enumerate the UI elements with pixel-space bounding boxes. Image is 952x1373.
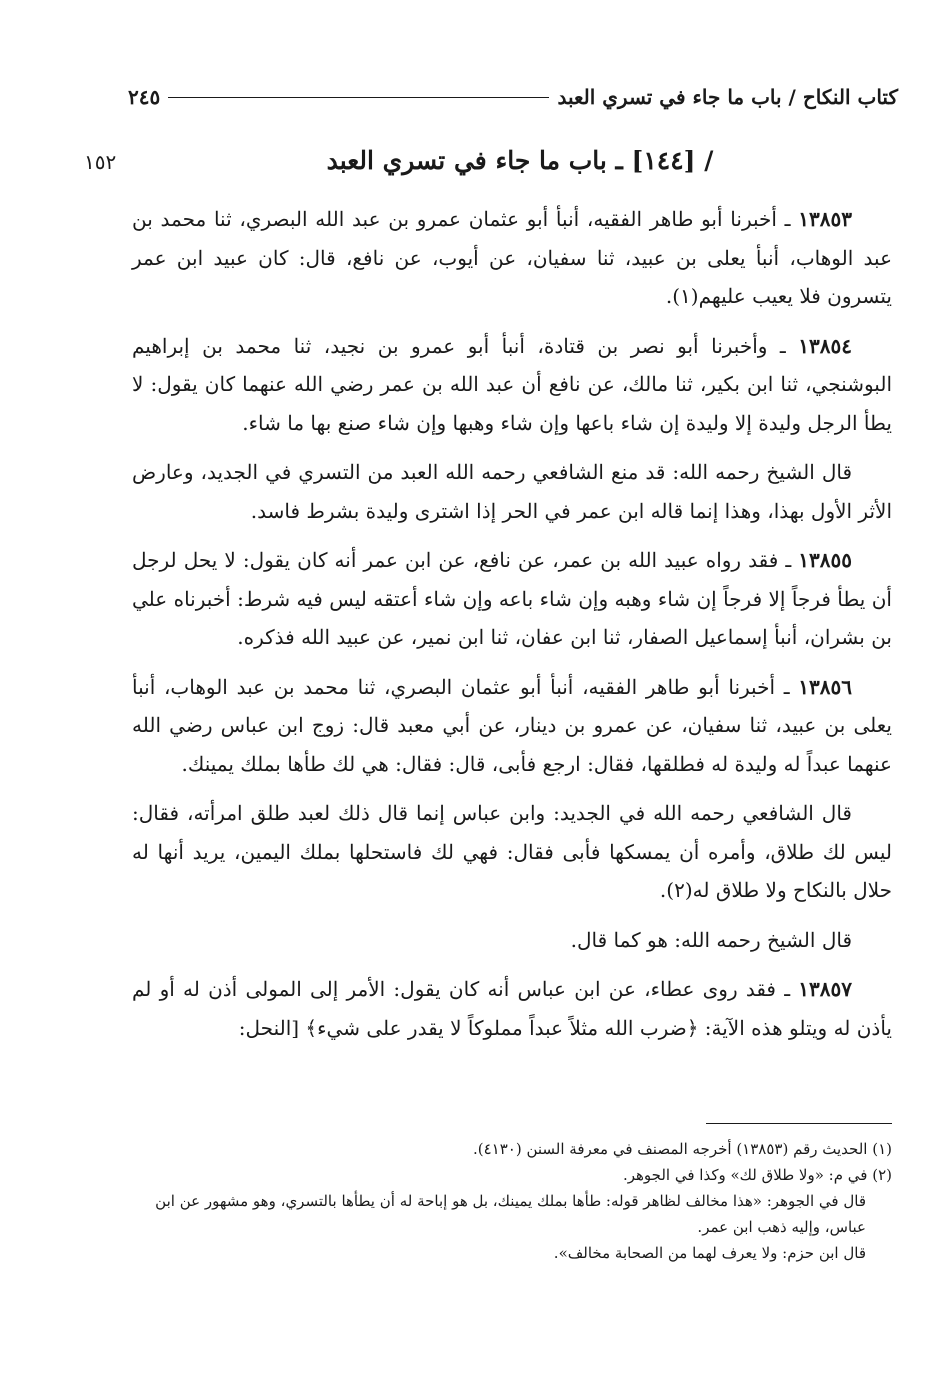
paragraph-text: قال الشيخ رحمه الله: هو كما قال. (570, 927, 852, 952)
footnote-1: (١) الحديث رقم (١٣٨٥٣) أخرجه المصنف في معرفة السنن (٤١٣٠). (473, 1140, 892, 1158)
paragraph-text: ـ وأخبرنا أبو نصر بن قتادة، أنبأ أبو عمرو بن نجيد، ثنا محمد بن إبراهيم البوشنجي، ثنا ابن بكير، ثنا مالك، عن نافع أن عبد الله بن عمر رضي الله عنهما كان يقول: لا يطأ الرجل وليدة إلا وليدة إن شاء باعها وإن شاء وهبها وإن شاء صنع بها ما شاء. (132, 333, 892, 435)
footnotes (132, 1136, 892, 1266)
paragraph-13856 (132, 668, 892, 784)
paragraph-13855 (132, 541, 892, 657)
hadith-number: ١٣٨٥٧ (798, 977, 852, 1001)
hadith-number: ١٣٨٥٥ (798, 548, 852, 572)
paragraph-text: ـ أخبرنا أبو طاهر الفقيه، أنبأ أبو عثمان البصري، ثنا محمد بن عبد الوهاب، أنبأ يعلى بن عبيد، ثنا سفيان، عن عمرو بن دينار، عن أبي معبد قال: زوج ابن عباس رضي الله عنهما عبداً له وليدة له فطلقها، فقال: ارجع فأبى، قال: فقال: هي لك طأها بملك يمينك. (132, 674, 892, 776)
header-title: كتاب النكاح / باب ما جاء في تسري العبد (557, 85, 898, 109)
paragraph-commentary-1 (132, 453, 892, 530)
paragraph-13853 (132, 200, 892, 316)
paragraph-text: ـ فقد روى عطاء، عن ابن عباس أنه كان يقول: الأمر إلى المولى أذن له أو لم يأذن له ويتلو هذه الآية: ﴿ضرب الله مثلاً عبداً مملوكاً لا يقدر على شيء﴾ [النحل: (132, 977, 892, 1040)
paragraph-commentary-3 (132, 921, 892, 960)
hadith-number: ١٣٨٥٤ (798, 333, 852, 358)
footnote-2-detail: قال في الجوهر: «هذا مخالف لظاهر قوله: طأها بملك يمينك، بل هو إباحة له أن يطأها بالتسري، وهو مشهور عن ابن عباس، وإليه ذهب ابن عمر. (155, 1192, 866, 1236)
footnote-2: (٢) في م: «ولا طلاق لك» وكذا في الجوهر. (622, 1166, 892, 1184)
paragraph-commentary-2 (132, 794, 892, 910)
paragraph-text: قال الشيخ رحمه الله: قد منع الشافعي رحمه الله العبد من التسري في الجديد، وعارض الأثر الأول بهذا، وهذا إنما قاله ابن عمر في الحر إذا اشترى وليدة بشرط فاسد. (132, 460, 892, 523)
hadith-number: ١٣٨٥٦ (798, 674, 852, 699)
paragraph-text: قال الشافعي رحمه الله في الجديد: وابن عباس إنما قال ذلك لعبد طلق امرأته، فقال: ليس لك طلاق، وأمره أن يمسكها فأبى فقال: فهي لك فاستحلها بملك اليمين، يريد أنها له حلال بالنكاح ولا طلاق له(٢). (132, 801, 892, 902)
footnote-separator (706, 1123, 892, 1124)
page-number: ٢٤٥ (128, 85, 161, 109)
paragraph-text: ـ أخبرنا أبو طاهر الفقيه، أنبأ أبو عثمان عمرو بن عبد الله البصري، ثنا محمد بن عبد الوهاب، أنبأ يعلى بن عبيد، ثنا سفيان، عن أيوب، عن نافع، قال: كان عبيد ابن عمر يتسرون فلا يعيب عليهم(١). (132, 207, 892, 308)
body-text (132, 200, 892, 1058)
paragraph-13857 (132, 970, 892, 1047)
running-header (128, 80, 898, 114)
paragraph-13854 (132, 327, 892, 443)
paragraph-text: ـ فقد رواه عبيد الله بن عمر، عن نافع، عن ابن عمر أنه كان يقول: لا يحل لرجل أن يطأ فرجاً إلا فرجاً إن شاء وهبه وإن شاء باعه وإن شاء أعتقه ليس فيه شرط: أخبرناه علي بن بشران، أنبأ إسماعيل الصفار، ثنا ابن عفان، ثنا ابن نمير، عن عبيد الله فذكره. (132, 548, 892, 649)
section-title: / [١٤٤] ـ باب ما جاء في تسري العبد (326, 146, 714, 175)
margin-reference: ١٥٢ (84, 150, 117, 174)
footnote-2-detail: قال ابن حزم: ولا يعرف لهما من الصحابة مخالف». (553, 1244, 866, 1262)
header-rule (168, 97, 549, 98)
hadith-number: ١٣٨٥٣ (798, 207, 852, 231)
